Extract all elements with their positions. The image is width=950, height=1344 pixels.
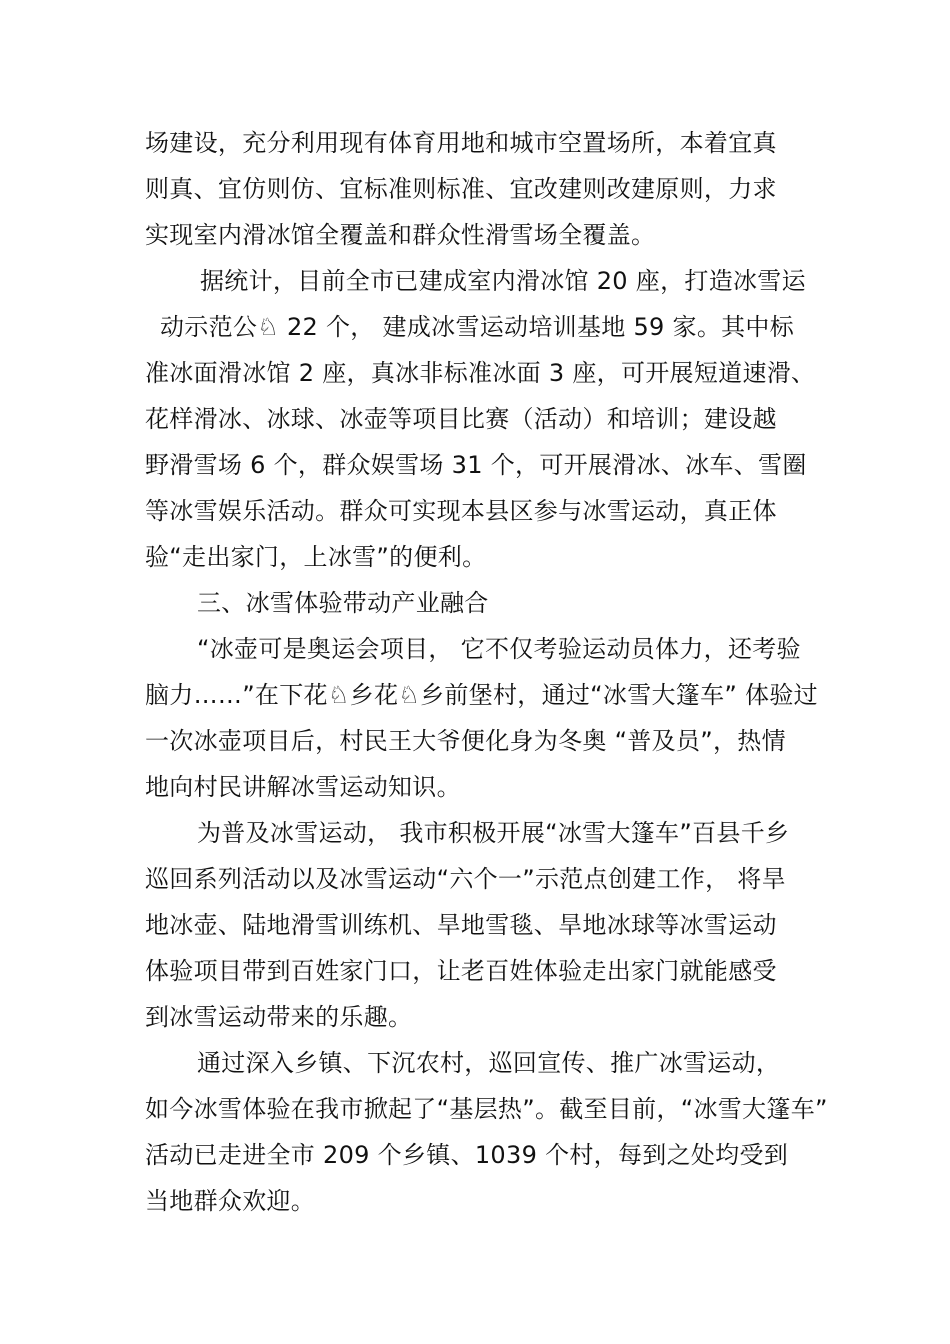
- text-line: 花样滑冰、冰球、冰壶等项目比赛（活动）和培训；建设越: [145, 405, 777, 433]
- text-line: 通过深入乡镇、下沉农村，巡回宣传、推广冰雪运动，: [197, 1049, 781, 1077]
- text-line: 动示范公♘ 22 个， 建成冰雪运动培训基地 59 家。其中标: [160, 313, 795, 341]
- text-line: 实现室内滑冰馆全覆盖和群众性滑雪场全覆盖。: [145, 221, 656, 249]
- text-line: 体验项目带到百姓家门口，让老百姓体验走出家门就能感受: [145, 957, 777, 985]
- text-line: 地冰壶、陆地滑雪训练机、旱地雪毯、旱地冰球等冰雪运动: [145, 911, 777, 939]
- text-line: “冰壶可是奥运会项目， 它不仅考验运动员体力，还考验: [197, 635, 801, 663]
- text-line: 如今冰雪体验在我市掀起了“基层热”。截至目前，“冰雪大篷车”: [145, 1095, 828, 1123]
- text-line: 活动已走进全市 209 个乡镇、1039 个村，每到之处均受到: [145, 1141, 789, 1169]
- text-line: 一次冰壶项目后，村民王大爷便化身为冬奥 “普及员”，热情: [145, 727, 786, 755]
- text-line: 据统计，目前全市已建成室内滑冰馆 20 座，打造冰雪运: [200, 267, 806, 295]
- document-body: [145, 120, 828, 1224]
- text-line: 则真、宜仿则仿、宜标准则标准、宜改建则改建原则，力求: [145, 175, 777, 203]
- text-line: 脑力……”在下花♘乡花♘乡前堡村，通过“冰雪大篷车” 体验过: [145, 681, 818, 709]
- text-line: 为普及冰雪运动， 我市积极开展“冰雪大篷车”百县千乡: [197, 819, 790, 847]
- text-line: 准冰面滑冰馆 2 座，真冰非标准冰面 3 座，可开展短道速滑、: [145, 359, 816, 387]
- text-line: 等冰雪娱乐活动。群众可实现本县区参与冰雪运动，真正体: [145, 497, 777, 525]
- text-line: 验“走出家门，上冰雪”的便利。: [145, 543, 487, 571]
- text-line: 野滑雪场 6 个，群众娱雪场 31 个，可开展滑冰、冰车、雪圈: [145, 451, 807, 479]
- section-heading: 三、冰雪体验带动产业融合: [197, 589, 489, 617]
- text-line: 地向村民讲解冰雪运动知识。: [145, 773, 461, 801]
- text-line: 当地群众欢迎。: [145, 1187, 316, 1215]
- text-line: 巡回系列活动以及冰雪运动“六个一”示范点创建工作， 将旱: [145, 865, 786, 893]
- text-line: 到冰雪运动带来的乐趣。: [145, 1003, 413, 1031]
- text-line: 场建设，充分利用现有体育用地和城市空置场所，本着宜真: [145, 129, 777, 157]
